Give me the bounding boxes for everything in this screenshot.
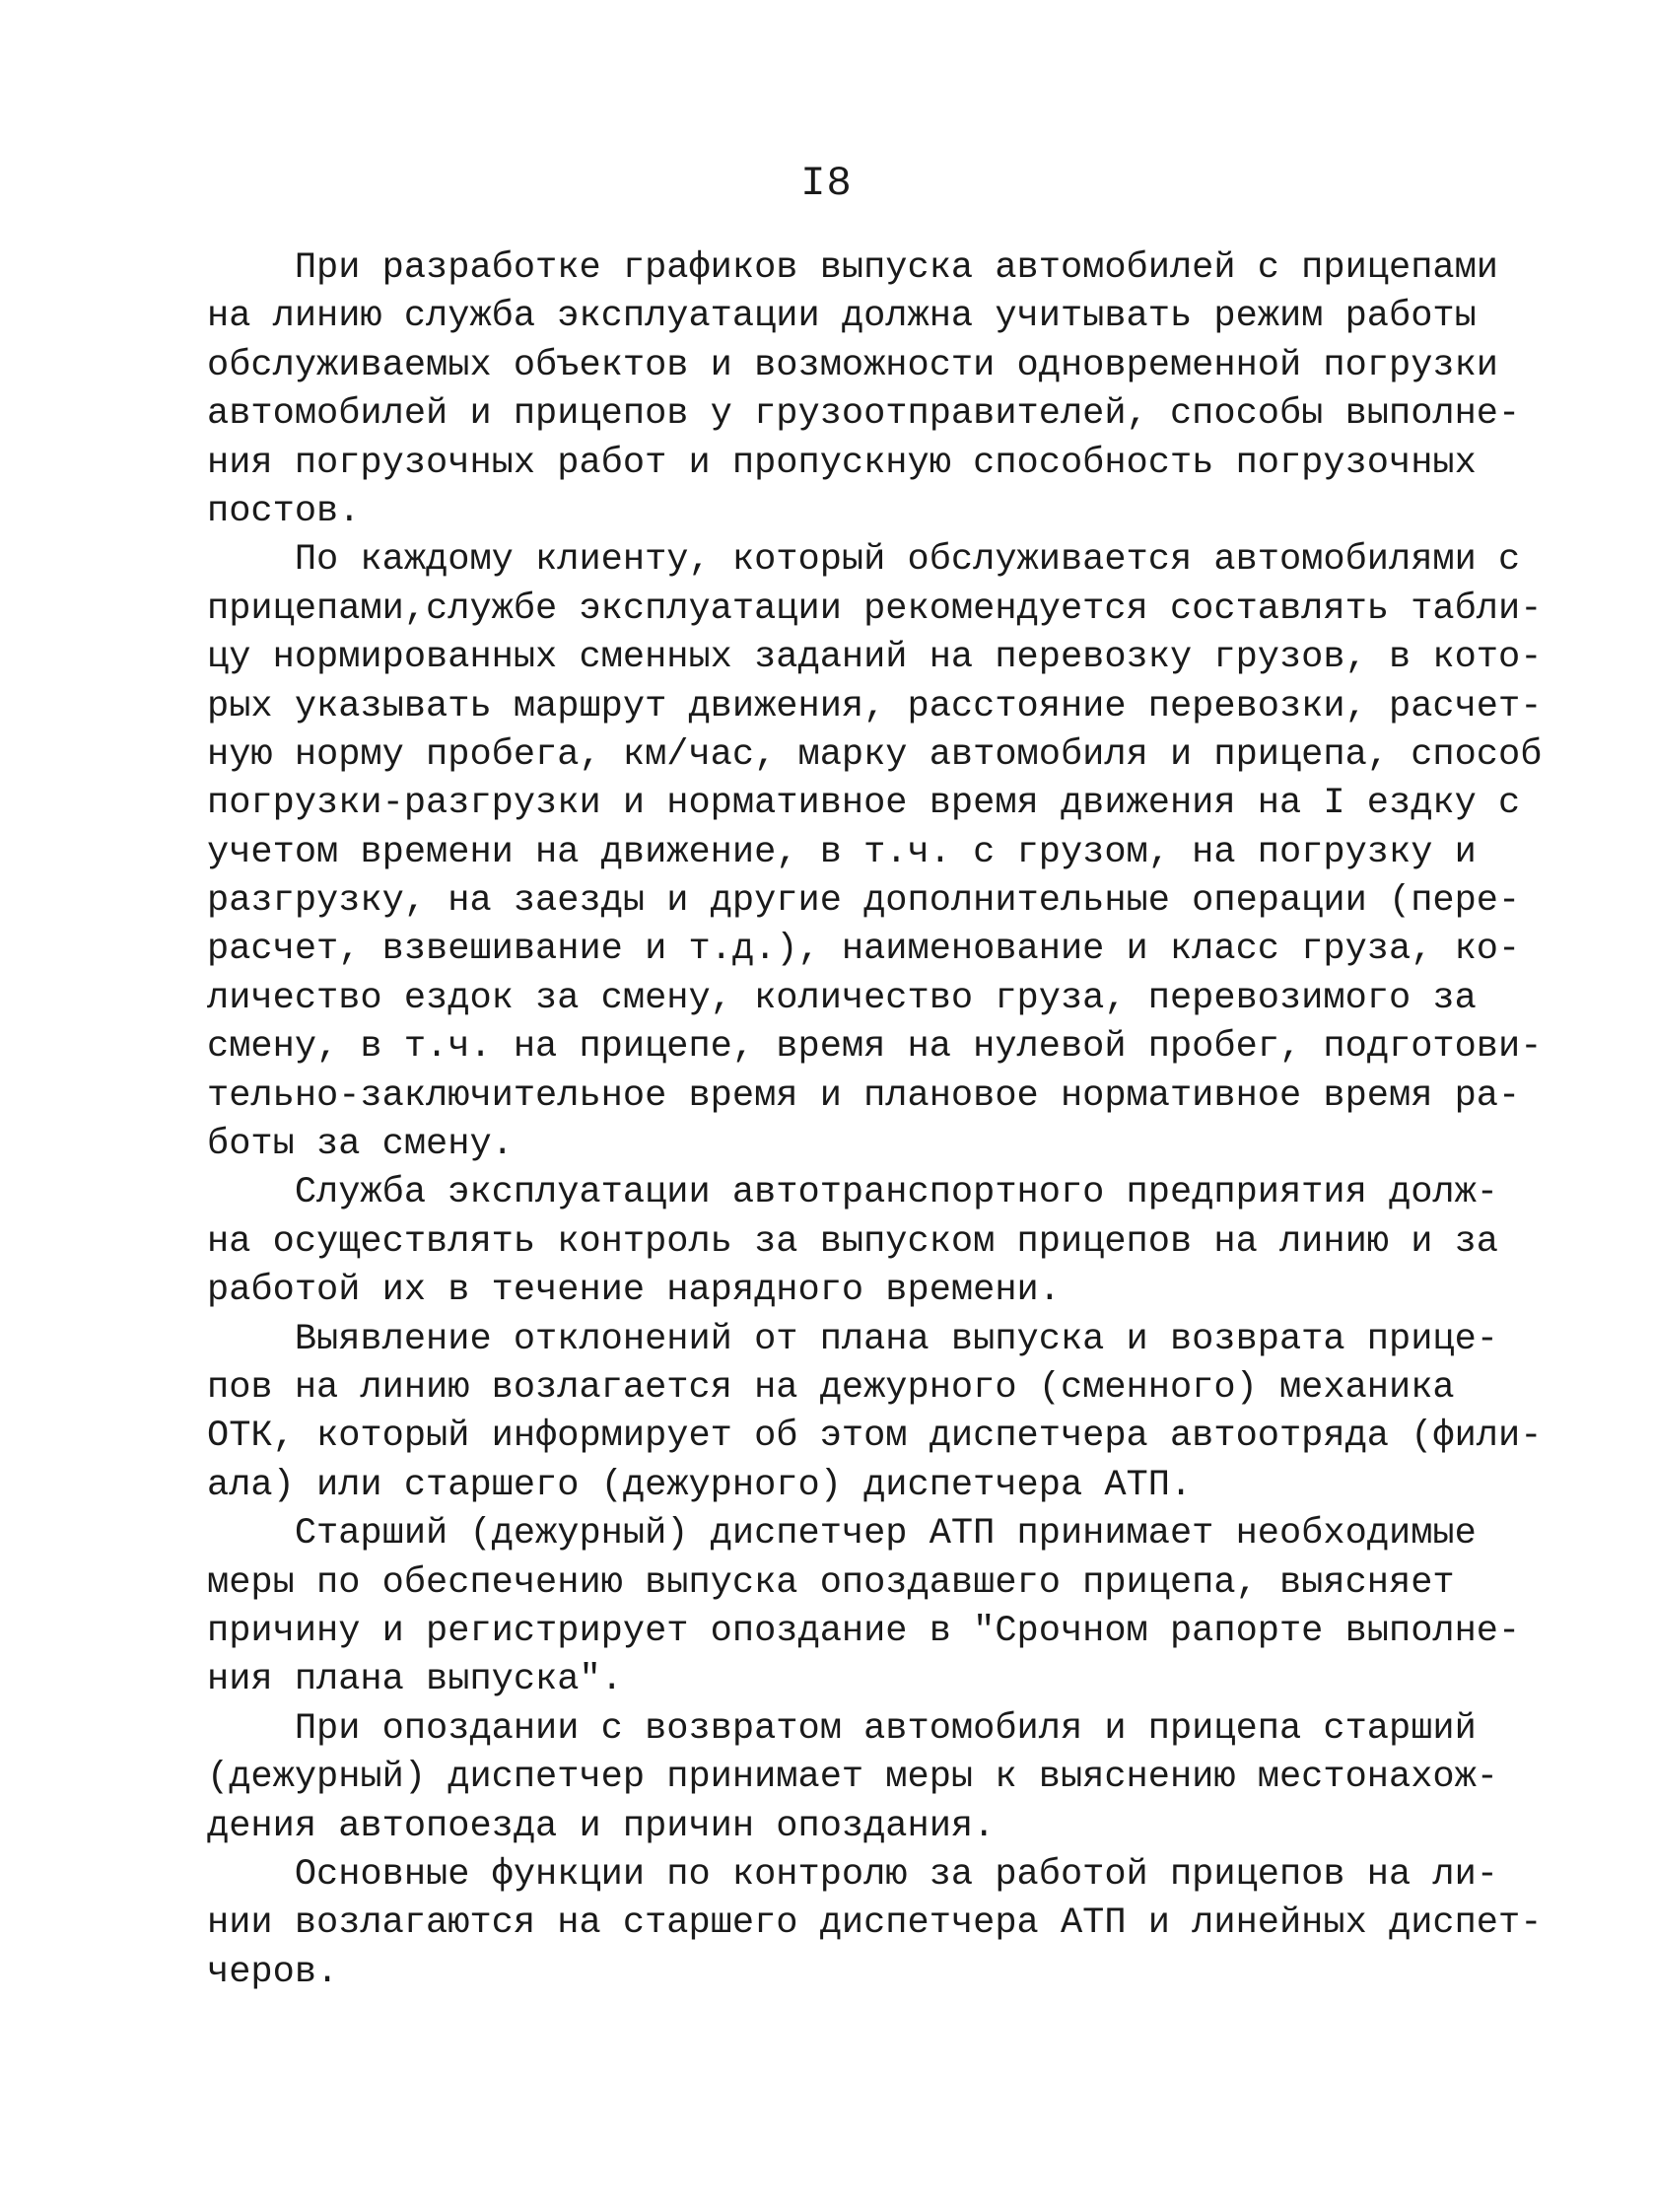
text-line: ала) или старшего (дежурного) диспетчера АТП. (207, 1464, 1193, 1506)
text-line: дения автопоезда и причин опоздания. (207, 1805, 996, 1847)
text-line: учетом времени на движение, в т.ч. с грузом, на погрузку и (207, 831, 1477, 873)
paragraph-4 (207, 1316, 1543, 1511)
paragraph-5 (207, 1510, 1521, 1705)
text-line: пов на линию возлагается на дежурного (сменного) механика (207, 1366, 1455, 1409)
text-line: Служба эксплуатации автотранспортного предприятия долж- (207, 1172, 1499, 1214)
paragraph-1 (207, 244, 1521, 536)
text-line: ния плана выпуска". (207, 1659, 623, 1701)
text-line: (дежурный) диспетчер принимает меры к выяснению местонахож- (207, 1757, 1499, 1799)
text-line: При опоздании с возвратом автомобиля и прицепа старший (207, 1707, 1477, 1750)
text-line: Старший (дежурный) диспетчер АТП принимает необходимые (207, 1513, 1477, 1555)
text-line: ОТК, который информирует об этом диспетчера автоотряда (фили- (207, 1416, 1543, 1458)
text-line: на линию служба эксплуатации должна учитывать режим работы (207, 296, 1477, 338)
body-text (207, 244, 1543, 1997)
text-line: расчет, взвешивание и т.д.), наименование и класс груза, ко- (207, 929, 1521, 971)
text-line: меры по обеспечению выпуска опоздавшего прицепа, выясняет (207, 1561, 1455, 1604)
text-line: Выявление отклонений от плана выпуска и возврата прице- (207, 1318, 1499, 1360)
text-line: погрузки-разгрузки и нормативное время движения на I ездку с (207, 783, 1521, 825)
text-line: ния погрузочных работ и пропускную способность погрузочных (207, 442, 1477, 484)
paragraph-7 (207, 1851, 1543, 1997)
text-line: смену, в т.ч. на прицепе, время на нулевой пробег, подготови- (207, 1026, 1543, 1069)
text-line: причину и регистрирует опоздание в "Срочном рапорте выполне- (207, 1610, 1521, 1652)
paragraph-2 (207, 536, 1543, 1169)
text-line: рых указывать маршрут движения, расстояние перевозки, расчет- (207, 685, 1543, 727)
text-line: ную норму пробега, км/час, марку автомобиля и прицепа, способ (207, 733, 1543, 776)
text-line: тельно-заключительное время и плановое нормативное время ра- (207, 1074, 1521, 1117)
text-line: При разработке графиков выпуска автомобилей с прицепами (207, 247, 1499, 289)
text-line: постов. (207, 490, 361, 532)
text-line: По каждому клиенту, который обслуживается автомобилями с (207, 539, 1521, 582)
page-number: I8 (800, 160, 853, 207)
text-line: на осуществлять контроль за выпуском прицепов на линию и за (207, 1220, 1499, 1263)
text-line: Основные функции по контролю за работой прицепов на ли- (207, 1853, 1499, 1896)
paragraph-6 (207, 1705, 1499, 1851)
text-line: черов. (207, 1951, 339, 1993)
text-line: боты за смену. (207, 1124, 514, 1166)
text-line: автомобилей и прицепов у грузоотправителей, способы выполне- (207, 393, 1521, 436)
text-line: обслуживаемых объектов и возможности одновременной погрузки (207, 344, 1499, 386)
text-line: цу нормированных сменных заданий на перевозку грузов, в кото- (207, 637, 1543, 679)
text-line: разгрузку, на заезды и другие дополнительные операции (пере- (207, 880, 1521, 923)
text-line: личество ездок за смену, количество груза, перевозимого за (207, 977, 1477, 1019)
text-line: прицепами,службе эксплуатации рекомендуется составлять табли- (207, 588, 1543, 630)
paragraph-3 (207, 1169, 1499, 1315)
text-line: нии возлагаются на старшего диспетчера АТП и линейных диспет- (207, 1902, 1543, 1945)
text-line: работой их в течение нарядного времени. (207, 1270, 1061, 1312)
